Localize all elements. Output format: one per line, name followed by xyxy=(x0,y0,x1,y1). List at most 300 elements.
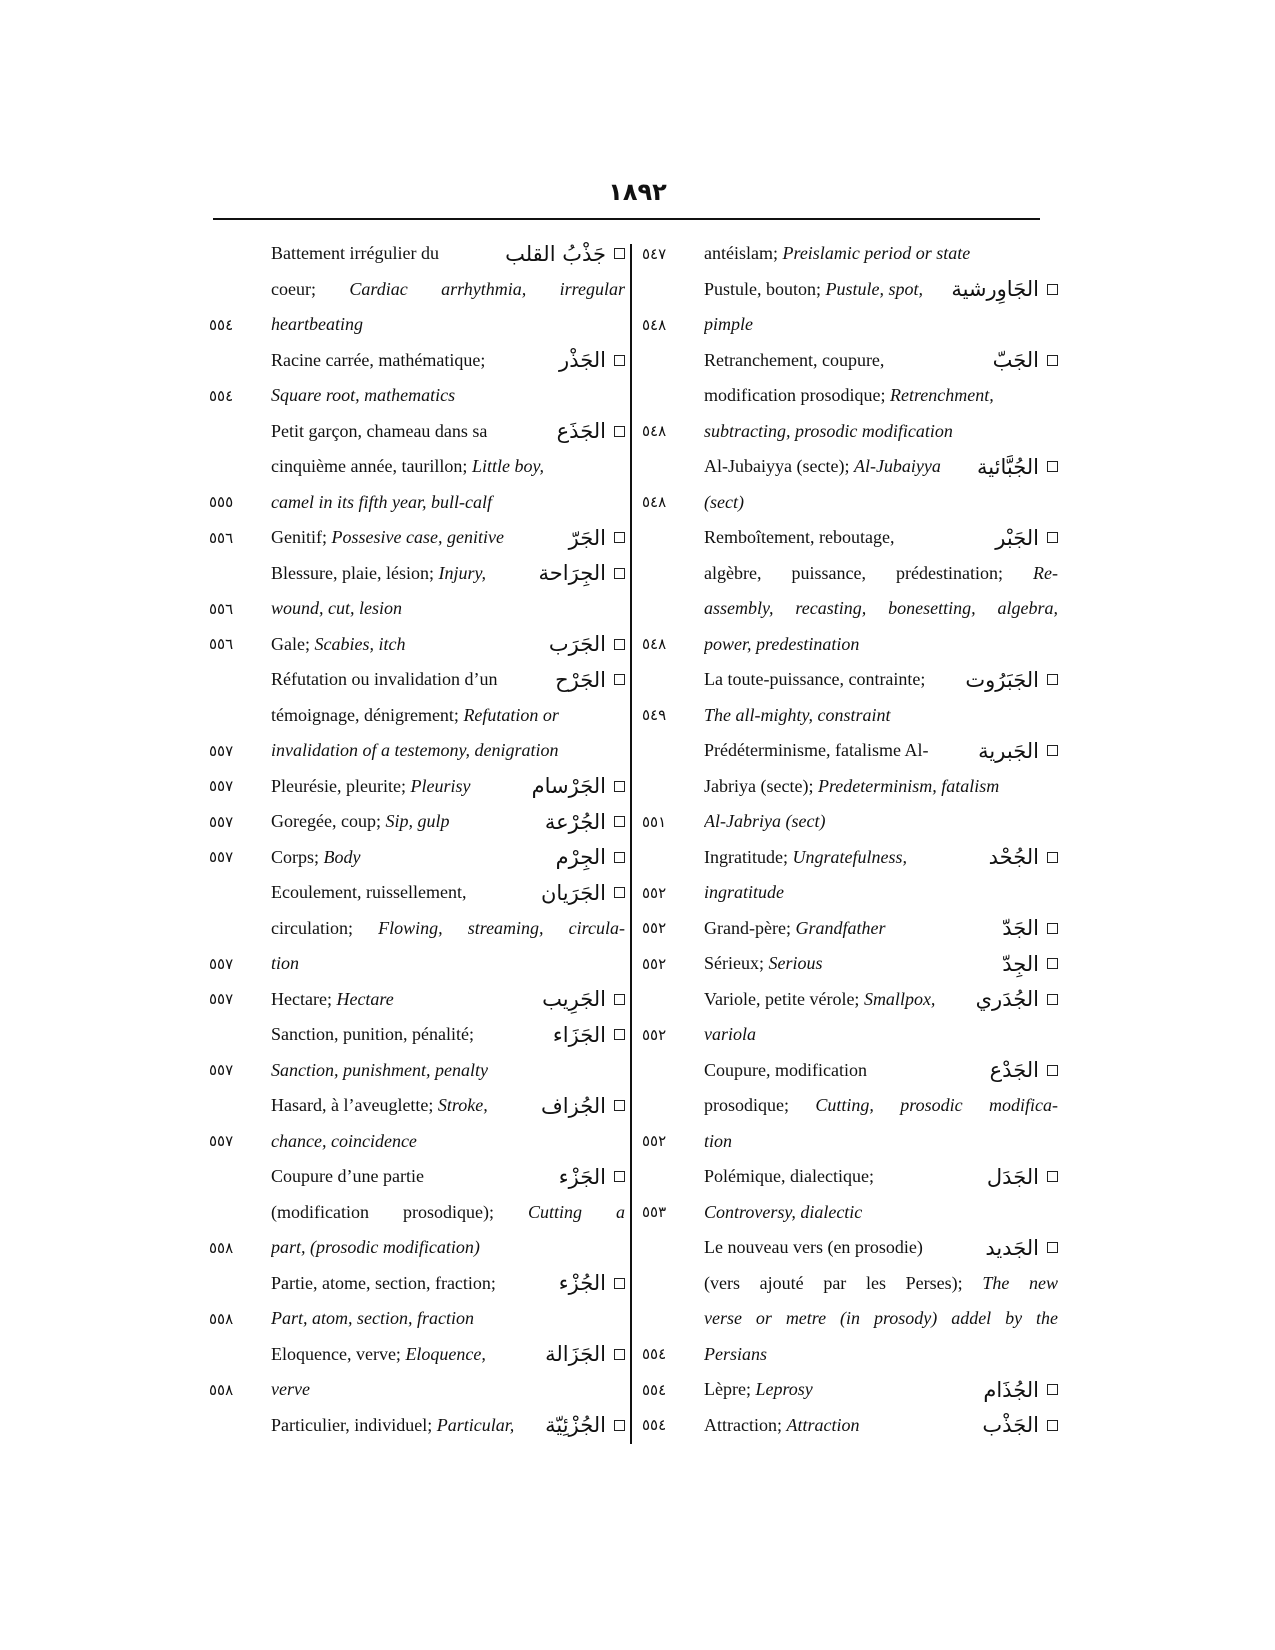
definition-text xyxy=(271,279,625,300)
french-gloss: cinquième année, taurillon; xyxy=(271,456,472,477)
arabic-headword xyxy=(951,272,1058,308)
english-gloss: Body xyxy=(323,846,361,867)
page-reference: ٥٥٧ xyxy=(209,990,234,1009)
entry-bullet-icon xyxy=(1047,1242,1058,1253)
english-gloss: Part, atom, section, fraction xyxy=(271,1308,474,1329)
entry-bullet-icon xyxy=(1047,532,1058,543)
arabic-term: الجَبّ xyxy=(992,348,1039,373)
entry-line xyxy=(205,1088,625,1124)
dictionary-entry xyxy=(205,1088,625,1159)
definition-text xyxy=(271,598,625,619)
page-reference: ٥٥٣ xyxy=(642,1203,667,1222)
english-gloss: Pleurisy xyxy=(410,775,471,796)
french-gloss: (modification prosodique); xyxy=(271,1201,528,1222)
arabic-term: جَذْبُ القلب xyxy=(505,241,606,266)
page-reference: ٥٥٨ xyxy=(209,1309,234,1328)
entry-line xyxy=(205,1017,625,1053)
entry-line xyxy=(638,1088,1058,1124)
dictionary-entry xyxy=(638,733,1058,840)
entry-line xyxy=(638,414,1058,450)
column-divider xyxy=(630,244,632,1444)
entry-line xyxy=(638,733,1058,769)
entry-line xyxy=(205,236,625,272)
french-gloss: Racine carrée, mathématique; xyxy=(271,349,486,370)
entry-line xyxy=(638,1408,1058,1444)
dictionary-entry xyxy=(205,840,625,876)
french-gloss: Pleurésie, pleurite; xyxy=(271,775,411,796)
english-gloss: Retrenchment, xyxy=(889,385,994,406)
english-gloss: camel in its fifth year, bull-calf xyxy=(271,491,492,512)
english-gloss: Serious xyxy=(768,953,823,974)
french-gloss: Ecoulement, ruissellement, xyxy=(271,882,467,903)
entry-bullet-icon xyxy=(614,248,625,259)
french-gloss: circulation; xyxy=(271,917,379,938)
page-reference: ٥٥٥ xyxy=(209,493,234,512)
english-gloss: ingratitude xyxy=(704,882,784,903)
entry-line xyxy=(638,840,1058,876)
arabic-term: الجُزْئِيّة xyxy=(545,1413,606,1438)
english-gloss: Al-Jubaiyya xyxy=(853,456,941,477)
arabic-term: الجَبَرُوت xyxy=(965,667,1039,692)
page-number: ١٨٩٢ xyxy=(608,178,667,206)
page-reference: ٥٥٤ xyxy=(209,315,234,334)
entry-bullet-icon xyxy=(1047,852,1058,863)
english-gloss: Sip, gulp xyxy=(385,811,450,832)
english-gloss: Little boy, xyxy=(471,456,544,477)
english-gloss: variola xyxy=(704,1024,756,1045)
entry-line xyxy=(638,769,1058,805)
definition-text xyxy=(271,740,625,761)
page-reference: ٥٥٧ xyxy=(209,954,234,973)
entry-line xyxy=(205,1301,625,1337)
entry-line xyxy=(205,982,625,1018)
french-gloss: Lèpre; xyxy=(704,1379,756,1400)
entry-bullet-icon xyxy=(1047,1171,1058,1182)
french-gloss: modification prosodique; xyxy=(704,385,890,406)
definition-text xyxy=(271,1060,625,1081)
entry-line xyxy=(638,698,1058,734)
arabic-headword xyxy=(505,236,625,272)
page-reference: ٥٥٤ xyxy=(209,386,234,405)
arabic-headword xyxy=(978,733,1058,769)
dictionary-entry xyxy=(638,662,1058,733)
arabic-headword xyxy=(985,1230,1058,1266)
page-reference: ٥٥٦ xyxy=(209,599,234,618)
entry-line xyxy=(205,414,625,450)
entry-line xyxy=(638,627,1058,663)
arabic-headword xyxy=(982,1408,1058,1444)
entry-line xyxy=(205,1266,625,1302)
definition-text xyxy=(704,492,1058,513)
english-gloss: Ungratefulness, xyxy=(792,846,907,867)
entry-line xyxy=(638,662,1058,698)
french-gloss: Attraction; xyxy=(704,1414,787,1435)
entry-line xyxy=(638,556,1058,592)
dictionary-entry xyxy=(205,1017,625,1088)
arabic-headword xyxy=(989,840,1058,876)
definition-text xyxy=(704,882,1058,903)
definition-text xyxy=(271,1202,625,1223)
french-gloss: Retranchement, coupure, xyxy=(704,349,885,370)
english-gloss: power, predestination xyxy=(704,633,860,654)
english-gloss: assembly, recasting, bonesetting, algebra, xyxy=(704,598,1058,619)
arabic-headword xyxy=(995,520,1058,556)
entry-line xyxy=(205,1159,625,1195)
french-gloss: Sérieux; xyxy=(704,953,769,974)
entry-line xyxy=(205,449,625,485)
arabic-term: الجَاوِرشية xyxy=(951,277,1039,302)
entry-line xyxy=(638,982,1058,1018)
entry-bullet-icon xyxy=(614,1278,625,1289)
entry-bullet-icon xyxy=(614,674,625,685)
entry-line xyxy=(205,1230,625,1266)
french-gloss: Al-Jubaiyya (secte); xyxy=(704,456,854,477)
arabic-term: الجَزَالة xyxy=(545,1342,606,1367)
entry-line xyxy=(205,804,625,840)
arabic-headword xyxy=(532,769,625,805)
page-reference: ٥٥١ xyxy=(642,812,667,831)
english-gloss: Pustule, spot, xyxy=(825,278,924,299)
page-reference: ٥٥٢ xyxy=(642,1132,667,1151)
page-reference: ٥٥٢ xyxy=(642,919,667,938)
entry-line xyxy=(638,591,1058,627)
english-gloss: Al-Jabriya (sect) xyxy=(704,811,826,832)
dictionary-entry xyxy=(638,449,1058,520)
english-gloss: Hectare xyxy=(336,988,394,1009)
definition-text xyxy=(704,811,1058,832)
french-gloss: témoignage, dénigrement; xyxy=(271,704,464,725)
french-gloss: Petit garçon, chameau dans sa xyxy=(271,420,488,441)
french-gloss: Gale; xyxy=(271,633,315,654)
entry-bullet-icon xyxy=(614,1100,625,1111)
arabic-headword xyxy=(1002,946,1058,982)
entry-line xyxy=(205,520,625,556)
french-gloss: prosodique; xyxy=(704,1095,816,1116)
page-reference: ٥٥٧ xyxy=(209,848,234,867)
english-gloss: Flowing, streaming, circula- xyxy=(378,917,625,938)
entry-bullet-icon xyxy=(1047,994,1058,1005)
english-gloss: Particular, xyxy=(436,1414,515,1435)
french-gloss: Ingratitude; xyxy=(704,846,793,867)
left-column xyxy=(205,236,625,1443)
entry-bullet-icon xyxy=(614,568,625,579)
english-gloss: Possesive case, genitive xyxy=(331,527,504,548)
page-reference: ٥٥٧ xyxy=(209,1061,234,1080)
definition-text xyxy=(704,705,1058,726)
dictionary-entry xyxy=(205,769,625,805)
entry-line xyxy=(205,378,625,414)
dictionary-entry xyxy=(205,1159,625,1266)
dictionary-entry xyxy=(205,556,625,627)
entry-line xyxy=(205,1124,625,1160)
page-reference: ٥٥٤ xyxy=(642,1416,667,1435)
arabic-term: الجَرْح xyxy=(555,667,606,692)
entry-line xyxy=(205,875,625,911)
entry-line xyxy=(205,343,625,379)
english-gloss: chance, coincidence xyxy=(271,1130,417,1151)
page-reference: ٥٤٧ xyxy=(642,244,667,263)
english-gloss: Scabies, itch xyxy=(314,633,406,654)
french-gloss: Sanction, punition, pénalité; xyxy=(271,1024,474,1045)
english-gloss: part, (prosodic modification) xyxy=(271,1237,480,1258)
french-gloss: Hasard, à l’aveuglette; xyxy=(271,1095,438,1116)
entry-line xyxy=(638,343,1058,379)
entry-line xyxy=(205,662,625,698)
arabic-headword xyxy=(965,662,1058,698)
entry-line xyxy=(205,1195,625,1231)
arabic-term: الجَبْر xyxy=(995,525,1039,550)
entry-line xyxy=(638,1301,1058,1337)
entry-line xyxy=(205,1053,625,1089)
definition-text xyxy=(704,243,1058,264)
entry-bullet-icon xyxy=(1047,745,1058,756)
english-gloss: tion xyxy=(271,953,300,974)
entry-bullet-icon xyxy=(614,1171,625,1182)
english-gloss: Sanction, punishment, penalty xyxy=(271,1059,488,1080)
entry-line xyxy=(638,1195,1058,1231)
dictionary-entry xyxy=(205,627,625,663)
arabic-headword xyxy=(545,804,625,840)
arabic-headword xyxy=(549,627,625,663)
arabic-headword xyxy=(976,982,1058,1018)
arabic-term: الجُزاف xyxy=(541,1093,606,1118)
arabic-headword xyxy=(569,520,625,556)
french-gloss: Battement irrégulier du xyxy=(271,243,439,264)
english-gloss: Leprosy xyxy=(755,1379,813,1400)
arabic-term: الجَذَع xyxy=(556,419,606,444)
entry-bullet-icon xyxy=(614,1420,625,1431)
definition-text xyxy=(704,776,1058,797)
entry-line xyxy=(205,307,625,343)
definition-text xyxy=(271,1308,625,1329)
entry-bullet-icon xyxy=(614,816,625,827)
french-gloss: Variole, petite vérole; xyxy=(704,988,864,1009)
french-gloss: Le nouveau vers (en prosodie) xyxy=(704,1237,923,1258)
arabic-headword xyxy=(559,1266,625,1302)
entry-bullet-icon xyxy=(614,994,625,1005)
english-gloss: subtracting, prosodic modification xyxy=(704,420,953,441)
page-reference: ٥٤٩ xyxy=(642,706,667,725)
entry-bullet-icon xyxy=(614,355,625,366)
definition-text xyxy=(704,634,1058,655)
arabic-term: الجَزْء xyxy=(558,1164,606,1189)
page-reference: ٥٤٨ xyxy=(642,315,667,334)
french-gloss: Grand-père; xyxy=(704,917,796,938)
dictionary-entry xyxy=(205,875,625,982)
page-reference: ٥٥٨ xyxy=(209,1380,234,1399)
arabic-headword xyxy=(559,343,625,379)
definition-text xyxy=(704,1024,1058,1045)
entry-line xyxy=(205,733,625,769)
arabic-headword xyxy=(556,840,625,876)
english-gloss: Persians xyxy=(704,1343,767,1364)
dictionary-entry xyxy=(638,1372,1058,1408)
english-gloss: Smallpox, xyxy=(863,988,936,1009)
entry-bullet-icon xyxy=(614,1349,625,1360)
entry-bullet-icon xyxy=(614,1029,625,1040)
arabic-term: الجُبَّائية xyxy=(977,454,1039,479)
page-reference: ٥٥٢ xyxy=(642,1025,667,1044)
arabic-term: الجُزْء xyxy=(558,1271,606,1296)
arabic-term: الجَرَيان xyxy=(540,880,606,905)
page-reference: ٥٥٧ xyxy=(209,812,234,831)
page-reference: ٥٥٧ xyxy=(209,741,234,760)
french-gloss: Partie, atome, section, fraction; xyxy=(271,1272,496,1293)
dictionary-entry xyxy=(205,414,625,521)
entry-line xyxy=(638,1053,1058,1089)
entry-line xyxy=(205,1408,625,1444)
arabic-headword xyxy=(545,1408,625,1444)
entry-bullet-icon xyxy=(1047,923,1058,934)
page-reference: ٥٤٨ xyxy=(642,635,667,654)
arabic-headword xyxy=(541,1088,625,1124)
page-reference: ٥٥٨ xyxy=(209,1238,234,1257)
arabic-term: الجَرَب xyxy=(548,632,606,657)
french-gloss: Réfutation ou invalidation d’un xyxy=(271,669,498,690)
entry-line xyxy=(638,307,1058,343)
english-gloss: Controversy, dialectic xyxy=(704,1201,863,1222)
english-gloss: The new xyxy=(982,1272,1058,1293)
entry-line xyxy=(638,236,1058,272)
entry-line xyxy=(638,1159,1058,1195)
page-reference: ٥٥٤ xyxy=(642,1380,667,1399)
entry-line xyxy=(638,449,1058,485)
entry-bullet-icon xyxy=(614,532,625,543)
english-gloss: Preislamic period or state xyxy=(782,243,971,264)
french-gloss: La toute-puissance, contrainte; xyxy=(704,669,926,690)
french-gloss: Jabriya (secte); xyxy=(704,775,818,796)
arabic-headword xyxy=(555,662,625,698)
dictionary-entry xyxy=(205,236,625,343)
english-gloss: heartbeating xyxy=(271,314,363,335)
entry-line xyxy=(638,272,1058,308)
dictionary-entry xyxy=(638,272,1058,343)
english-gloss: Injury, xyxy=(438,562,486,583)
arabic-headword xyxy=(993,343,1058,379)
entry-bullet-icon xyxy=(1047,958,1058,969)
definition-text xyxy=(704,1344,1058,1365)
arabic-term: الجَرِيب xyxy=(542,987,606,1012)
page-reference: ٥٤٨ xyxy=(642,422,667,441)
arabic-term: الجِرْم xyxy=(555,845,606,870)
definition-text xyxy=(271,1237,625,1258)
arabic-term: الجَبرية xyxy=(978,738,1039,763)
dictionary-entry xyxy=(638,840,1058,911)
french-gloss: Goregée, coup; xyxy=(271,811,386,832)
entry-line xyxy=(638,378,1058,414)
entry-line xyxy=(638,1337,1058,1373)
arabic-term: الجَديد xyxy=(985,1235,1039,1260)
definition-text xyxy=(704,385,1058,406)
dictionary-entry xyxy=(638,343,1058,450)
english-gloss: wound, cut, lesion xyxy=(271,598,402,619)
arabic-term: الجَدْع xyxy=(989,1058,1039,1083)
french-gloss: coeur; xyxy=(271,278,350,299)
arabic-headword xyxy=(990,1053,1058,1089)
entry-line xyxy=(205,627,625,663)
definition-text xyxy=(704,598,1058,619)
arabic-headword xyxy=(553,1017,625,1053)
entry-bullet-icon xyxy=(614,639,625,650)
entry-bullet-icon xyxy=(1047,461,1058,472)
dictionary-entry xyxy=(638,946,1058,982)
english-gloss: verse or metre (in prosody) addel by the xyxy=(704,1308,1058,1329)
definition-text xyxy=(704,1095,1058,1116)
english-gloss: verve xyxy=(271,1379,310,1400)
english-gloss: Attraction xyxy=(786,1414,860,1435)
page-reference: ٥٥٢ xyxy=(642,954,667,973)
arabic-term: الجِرَاحة xyxy=(538,561,606,586)
dictionary-entry xyxy=(205,662,625,769)
arabic-headword xyxy=(539,556,625,592)
arabic-term: الجَدَل xyxy=(986,1164,1039,1189)
dictionary-entry xyxy=(638,236,1058,272)
entry-bullet-icon xyxy=(614,887,625,898)
arabic-headword xyxy=(542,982,625,1018)
arabic-headword xyxy=(987,1159,1058,1195)
french-gloss: algèbre, puissance, prédestination; xyxy=(704,562,1034,583)
dictionary-entry xyxy=(638,1408,1058,1444)
entry-line xyxy=(205,698,625,734)
dictionary-entry xyxy=(205,1266,625,1337)
entry-bullet-icon xyxy=(614,852,625,863)
french-gloss: Remboîtement, reboutage, xyxy=(704,527,895,548)
english-gloss: Re- xyxy=(1033,562,1058,583)
entry-bullet-icon xyxy=(1047,1065,1058,1076)
dictionary-entry xyxy=(638,1230,1058,1372)
entry-line xyxy=(638,1124,1058,1160)
entry-line xyxy=(205,946,625,982)
english-gloss: tion xyxy=(704,1130,733,1151)
entry-line xyxy=(638,485,1058,521)
french-gloss: Pustule, bouton; xyxy=(704,278,826,299)
french-gloss: Prédéterminisme, fatalisme Al- xyxy=(704,740,929,761)
definition-text xyxy=(704,421,1058,442)
english-gloss: Cutting a xyxy=(527,1201,625,1222)
entry-bullet-icon xyxy=(614,426,625,437)
french-gloss: Polémique, dialectique; xyxy=(704,1166,874,1187)
arabic-term: الجَدّ xyxy=(1002,916,1039,941)
french-gloss: Genitif; xyxy=(271,527,332,548)
french-gloss: (vers ajouté par les Perses); xyxy=(704,1272,983,1293)
english-gloss: The all-mighty, constraint xyxy=(704,704,891,725)
definition-text xyxy=(271,456,625,477)
entry-line xyxy=(205,769,625,805)
arabic-term: الجُحْد xyxy=(988,845,1039,870)
english-gloss: Eloquence, xyxy=(405,1343,486,1364)
arabic-term: الجَرّ xyxy=(568,525,606,550)
arabic-term: الجِدّ xyxy=(1002,951,1039,976)
page-reference: ٥٥٦ xyxy=(209,528,234,547)
dictionary-entry xyxy=(638,982,1058,1053)
entry-line xyxy=(205,272,625,308)
entry-line xyxy=(205,911,625,947)
english-gloss: Refutation or xyxy=(463,704,559,725)
arabic-headword xyxy=(977,449,1058,485)
definition-text xyxy=(704,1273,1058,1294)
entry-line xyxy=(205,556,625,592)
dictionary-entry xyxy=(205,1408,625,1444)
definition-text xyxy=(704,1308,1058,1329)
definition-text xyxy=(271,918,625,939)
dictionary-entry xyxy=(638,1053,1058,1160)
english-gloss: pimple xyxy=(704,314,753,335)
page-reference: ٥٥٦ xyxy=(209,635,234,654)
entry-line xyxy=(638,911,1058,947)
english-gloss: Grandfather xyxy=(795,917,886,938)
english-gloss: Square root, mathematics xyxy=(271,385,456,406)
dictionary-entry xyxy=(205,1337,625,1408)
